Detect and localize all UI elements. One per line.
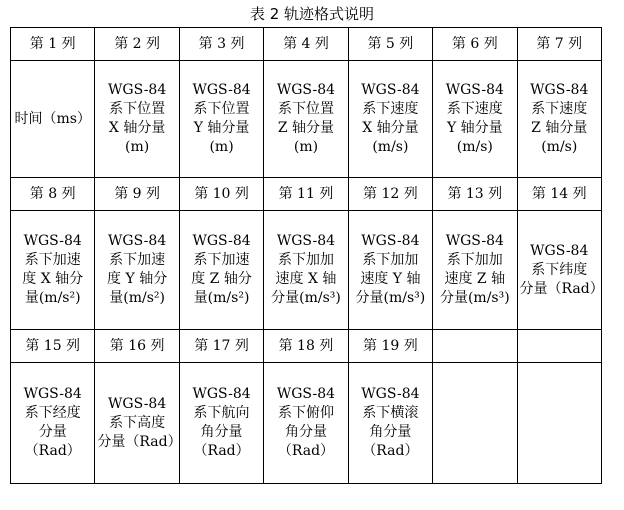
column-header: 第 6 列: [433, 28, 517, 61]
column-header: 第 5 列: [348, 28, 432, 61]
column-header: 第 9 列: [95, 178, 179, 211]
cell-text: WGS-84 系下速度 Y 轴分量 (m/s): [445, 82, 504, 155]
table-cell: [433, 363, 517, 484]
cell-text: WGS-84 系下横滚 角分量 （Rad）: [361, 386, 420, 459]
cell-text: WGS-84 系下加速 度 X 轴分 量(m/s²): [22, 233, 84, 306]
column-header: 第 18 列: [264, 330, 348, 363]
table-header-row: [11, 330, 602, 363]
cell-text: WGS-84 系下纬度 分量（Rad）: [519, 242, 604, 297]
cell-text: WGS-84 系下加速 度 Y 轴分 量(m/s²): [107, 233, 168, 306]
cell-text: WGS-84 系下位置 X 轴分量 (m): [108, 82, 167, 155]
column-header: 第 16 列: [95, 330, 179, 363]
cell-text: WGS-84 系下航向 角分量 （Rad）: [192, 386, 251, 459]
table-cell: [11, 61, 95, 178]
table-cell: [348, 211, 432, 330]
column-header: 第 13 列: [433, 178, 517, 211]
column-header: 第 8 列: [11, 178, 95, 211]
table-header-row: [11, 28, 602, 61]
table-cell: [517, 363, 601, 484]
table-cell: [517, 211, 604, 330]
table-caption: 表 2 轨迹格式说明: [249, 5, 375, 23]
table-row: [11, 363, 602, 484]
table-cell: [433, 61, 517, 178]
column-header: 第 19 列: [348, 330, 432, 363]
table-cell: [11, 211, 95, 330]
column-header: [517, 330, 601, 363]
table-row: [11, 61, 602, 178]
table-cell: [433, 211, 517, 330]
column-header: 第 14 列: [517, 178, 601, 211]
table-cell: [11, 363, 95, 484]
table-cell: [95, 61, 179, 178]
table-cell: [264, 363, 348, 484]
cell-text: WGS-84 系下高度 分量（Rad）: [97, 395, 182, 450]
cell-text: WGS-84 系下位置 Y 轴分量 (m): [192, 82, 251, 155]
cell-text: WGS-84 系下加加 速度 Y 轴 分量(m/s³): [355, 233, 426, 306]
cell-text: WGS-84 系下经度 分量 （Rad）: [23, 386, 82, 459]
cell-text: WGS-84 系下加速 度 Z 轴分 量(m/s²): [191, 233, 252, 306]
column-header: 第 4 列: [264, 28, 348, 61]
cell-text: WGS-84 系下速度 X 轴分量 (m/s): [361, 82, 420, 155]
table-cell: [95, 211, 179, 330]
table-cell: [264, 61, 348, 178]
table-cell: [179, 211, 263, 330]
cell-text: WGS-84 系下俯仰 角分量 （Rad）: [276, 386, 336, 459]
table-cell: [179, 61, 263, 178]
table-header-row: [11, 178, 602, 211]
table-cell: [348, 61, 432, 178]
cell-text: WGS-84 系下加加 速度 Z 轴 分量(m/s³): [439, 233, 510, 306]
column-header: [433, 330, 517, 363]
column-header: 第 11 列: [264, 178, 348, 211]
column-header: 第 10 列: [179, 178, 263, 211]
cell-text: WGS-84 系下加加 速度 X 轴 分量(m/s³): [271, 233, 341, 306]
cell-text: WGS-84 系下位置 Z 轴分量 (m): [276, 82, 336, 155]
column-header: 第 15 列: [11, 330, 95, 363]
cell-text: WGS-84 系下速度 Z 轴分量 (m/s): [530, 82, 589, 155]
table-cell: [179, 363, 263, 484]
table-cell: [264, 211, 348, 330]
column-header: 第 1 列: [11, 28, 95, 61]
table-cell: [517, 61, 601, 178]
column-header: 第 7 列: [517, 28, 601, 61]
column-header: 第 17 列: [179, 330, 263, 363]
table-cell: [95, 363, 182, 484]
column-header: 第 2 列: [95, 28, 179, 61]
table-row: [11, 211, 602, 330]
table-cell: [348, 363, 432, 484]
cell-text: 时间（ms）: [14, 110, 91, 127]
column-header: 第 12 列: [348, 178, 432, 211]
trajectory-format-table: [10, 27, 602, 484]
column-header: 第 3 列: [179, 28, 263, 61]
